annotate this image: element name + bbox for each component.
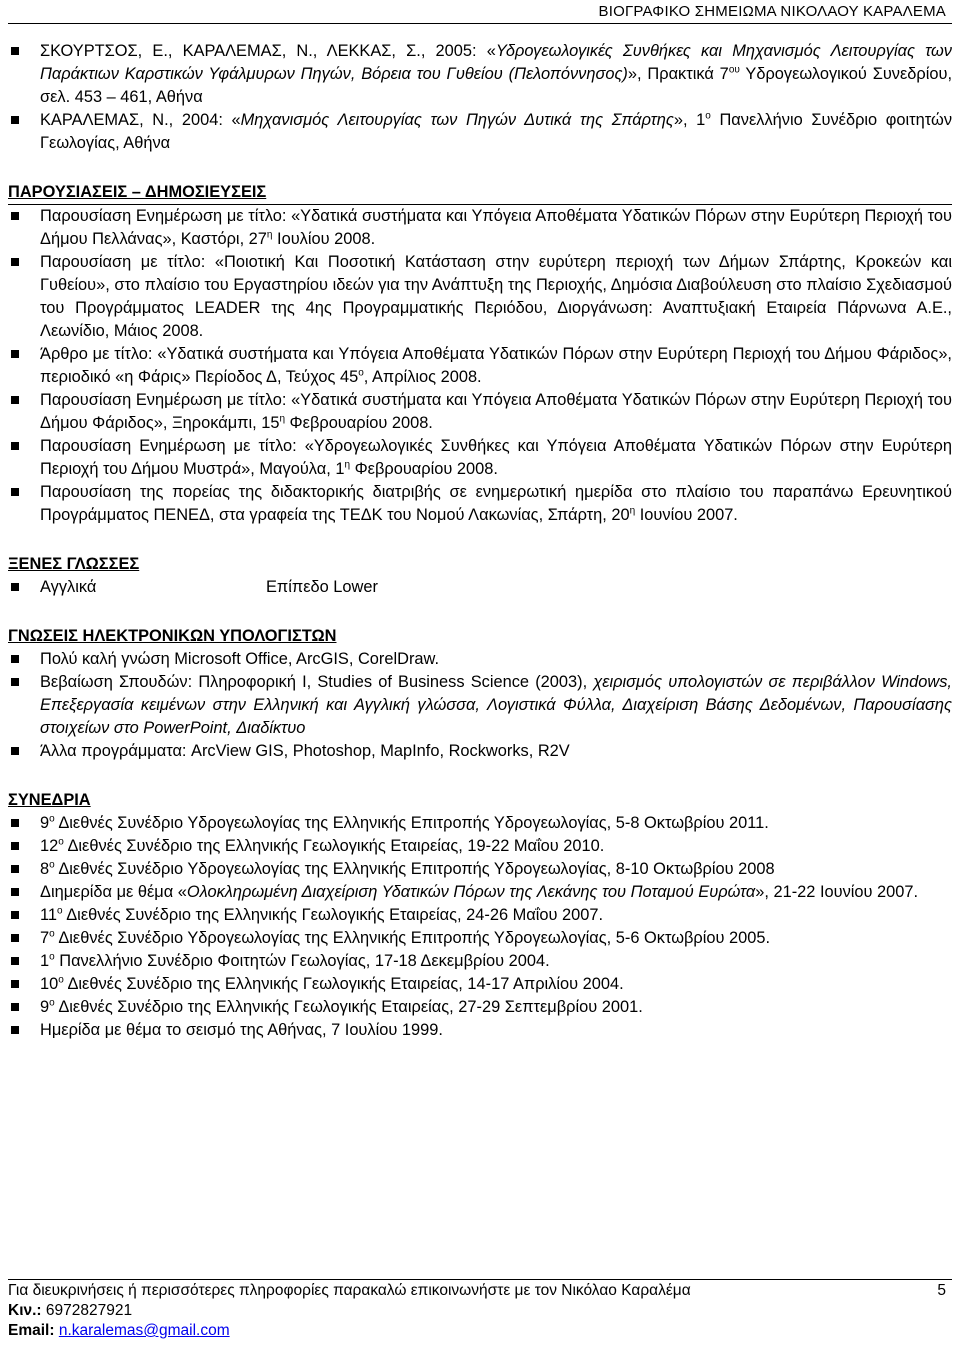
running-header: ΒΙΟΓΡΑΦΙΚΟ ΣΗΜΕΙΩΜΑ ΝΙΚΟΛΑΟΥ ΚΑΡΑΛΕΜΑ: [598, 3, 946, 20]
list-item: $10^o$ Διεθνές Συνέδριο της Ελληνικής Γεωλογικής Εταιρείας, 14-17 Απριλίου 2004.: [8, 973, 952, 996]
list-item: Άρθρο με τίτλο: «Υδατικά συστήματα και Υπόγεια Αποθέματα Υδατικών Πόρων στην Ευρύτερη Περιοχή του Δήμου Φάριδος», περιοδικό «η Φάρις» Περίοδος Δ, Τεύχος $45^o$, Απρίλιος 2008.: [8, 343, 952, 389]
list-item: Παρουσίαση Ενημέρωση με τίτλο: «Υδατικά συστήματα και Υπόγεια Αποθέματα Υδατικών Πόρων στην Ευρύτερη Περιοχή του Δήμου Πελλάνας», Καστόρι, $27^\eta$ Ιουλίου 2008.: [8, 205, 952, 251]
page-footer: [8, 1281, 946, 1341]
footer-rule: [8, 1279, 952, 1280]
list-item: Παρουσίαση Ενημέρωση με τίτλο: «Υδατικά συστήματα και Υπόγεια Αποθέματα Υδατικών Πόρων στην Ευρύτερη Περιοχή του Δήμου Φάριδος», Ξηροκάμπι, $15^\eta$ Φεβρουαρίου 2008.: [8, 389, 952, 435]
list-item: [8, 576, 952, 599]
computers-list: [8, 648, 952, 763]
list-item: Διημερίδα με θέμα «Ολοκληρωμένη Διαχείριση Υδατικών Πόρων της Λεκάνης του Ποταμού Ευρώτα», 21-22 Ιουνίου 2007.: [8, 881, 952, 904]
list-item: ΚΑΡΑΛΕΜΑΣ, Ν., 2004: «Μηχανισμός Λειτουργίας των Πηγών Δυτικά της Σπάρτης», $1^o$ Πανελλήνιο Συνέδριο φοιτητών Γεωλογίας, Αθήνα: [8, 109, 952, 155]
list-item: ΣΚΟΥΡΤΣΟΣ, Ε., ΚΑΡΑΛΕΜΑΣ, Ν., ΛΕΚΚΑΣ, Σ., 2005: «Υδρογεωλογικές Συνθήκες και Μηχανισμός Λειτουργίας των Παράκτιων Καρστικών Υφάλμυρων Πηγών, Βόρεια του Γυθείου (Πελοπόννησος)», Πρακτικά $7^{o\upsilon}$ Υδρογεωλογικού Συνεδρίου, σελ. 453 – 461, Αθήνα: [8, 40, 952, 109]
list-item: $8^o$ Διεθνές Συνέδριο Υδρογεωλογίας της Ελληνικής Επιτροπής Υδρογεωλογίας, 8-10 Οκτωβρίου 2008: [8, 858, 952, 881]
conferences-list: [8, 812, 952, 1042]
list-item: $12^o$ Διεθνές Συνέδριο της Ελληνικής Γεωλογικής Εταιρείας, 19-22 Μαΐου 2010.: [8, 835, 952, 858]
list-item: Άλλα προγράμματα: ArcView GIS, Photoshop, MapInfo, Rockworks, R2V: [8, 740, 952, 763]
list-item: Βεβαίωση Σπουδών: Πληροφορική Ι, Studies of Business Science (2003), χειρισμός υπολογιστών σε περιβάλλον Windows, Επεξεργασία κειμένων στην Ελληνική και Αγγλική γλώσσα, Λογιστικά Φύλλα, Διαχείριση Βάσης Δεδομένων, Παρουσίασης στοιχείων στο PowerPoint, Διαδίκτυο: [8, 671, 952, 740]
section-title-presentations: ΠΑΡΟΥΣΙΑΣΕΙΣ – ΔΗΜΟΣΙΕΥΣΕΙΣ: [8, 181, 952, 205]
section-title-languages: ΞΕΝΕΣ ΓΛΩΣΣΕΣ: [8, 555, 140, 573]
list-item: Ημερίδα με θέμα το σεισμό της Αθήνας, 7 Ιουλίου 1999.: [8, 1019, 952, 1042]
list-item: $11^o$ Διεθνές Συνέδριο της Ελληνικής Γεωλογικής Εταιρείας, 24-26 Μαΐου 2007.: [8, 904, 952, 927]
email-link[interactable]: n.karalemas@gmail.com: [58, 1322, 230, 1339]
list-item: Παρουσίαση Ενημέρωση με τίτλο: «Υδρογεωλογικές Συνθήκες και Υπόγεια Αποθέματα Υδατικών Πόρων στην Ευρύτερη Περιοχή του Δήμου Μυστρά», Μαγούλα, $1^\eta$ Φεβρουαρίου 2008.: [8, 435, 952, 481]
page-number: 5: [937, 1282, 946, 1299]
list-item: $7^o$ Διεθνές Συνέδριο Υδρογεωλογίας της Ελληνικής Επιτροπής Υδρογεωλογίας, 5-6 Οκτωβρίου 2005.: [8, 927, 952, 950]
presentations-list: [8, 205, 952, 527]
list-item: Πολύ καλή γνώση Microsoft Office, ArcGIS, CorelDraw.: [8, 648, 952, 671]
list-item: $9^o$ Διεθνές Συνέδριο της Ελληνικής Γεωλογικής Εταιρείας, 27-29 Σεπτεμβρίου 2001.: [8, 996, 952, 1019]
languages-list: [8, 576, 952, 599]
cv-page: [8, 40, 952, 1042]
footer-phone: Κιν.: 6972827921: [8, 1302, 133, 1319]
header-rule: [8, 23, 952, 24]
list-item: $9^o$ Διεθνές Συνέδριο Υδρογεωλογίας της Ελληνικής Επιτροπής Υδρογεωλογίας, 5-8 Οκτωβρίου 2011.: [8, 812, 952, 835]
footer-note: Για διευκρινήσεις ή περισσότερες πληροφορίες παρακαλώ επικοινωνήστε με τον Νικόλαο Καραλέμα: [8, 1282, 691, 1299]
list-item: Παρουσίαση με τίτλο: «Ποιοτική Και Ποσοτική Κατάσταση στην ευρύτερη περιοχή των Δήμων Σπάρτης, Κροκεών και Γυθείου», στο πλαίσιο του Εργαστηρίου ιδεών για την Ανάπτυξη της Περιοχής, Δημόσια Διαβούλευση στο πλαίσιο Σχεδιασμού του Προγράμματος LEADER της 4ης Προγραμματικής Περιόδου, Διοργάνωση: Αναπτυξιακή Εταιρεία Πάρνωνα Α.Ε., Λεωνίδιο, Μάιος 2008.: [8, 251, 952, 343]
section-title-computers: ΓΝΩΣΕΙΣ ΗΛΕΚΤΡΟΝΙΚΩΝ ΥΠΟΛΟΓΙΣΤΩΝ: [8, 627, 337, 645]
publications-list: [8, 40, 952, 155]
list-item: $1^o$ Πανελλήνιο Συνέδριο Φοιτητών Γεωλογίας, 17-18 Δεκεμβρίου 2004.: [8, 950, 952, 973]
section-title-conferences: ΣΥΝΕΔΡΙΑ: [8, 791, 91, 809]
list-item: Παρουσίαση της πορείας της διδακτορικής διατριβής σε ενημερωτική ημερίδα στο πλαίσιο του παραπάνω Ερευνητικού Προγράμματος ΠΕΝΕΔ, στα γραφεία της ΤΕΔΚ του Νομού Λακωνίας, Σπάρτη, $20^\eta$ Ιουνίου 2007.: [8, 481, 952, 527]
language-name: Αγγλικά: [40, 578, 97, 596]
language-level: Επίπεδο Lower: [266, 578, 378, 596]
footer-email: Email: n.karalemas@gmail.com: [8, 1322, 230, 1339]
